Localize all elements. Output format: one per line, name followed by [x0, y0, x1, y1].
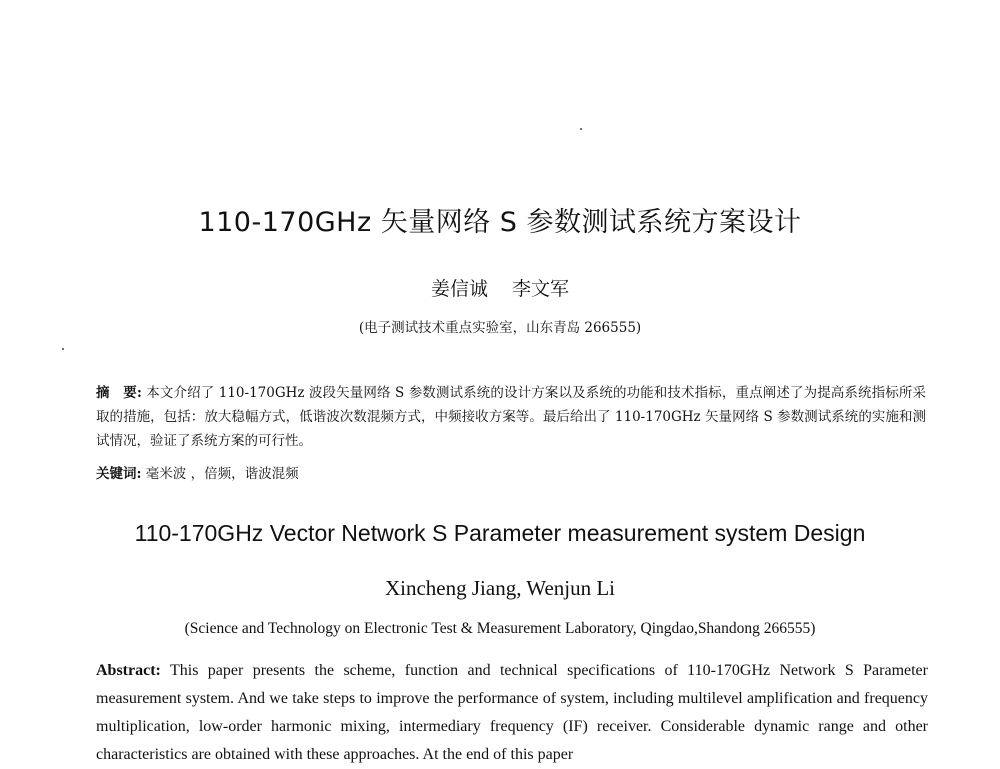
english-abstract: [96, 657, 928, 769]
chinese-abstract-label: 摘 要:: [96, 385, 142, 401]
chinese-keywords-text: 毫米波 ，倍频，谐波混频: [145, 466, 299, 482]
english-authors: Xincheng Jiang, Wenjun Li: [384, 576, 616, 600]
chinese-keywords-label: 关键词:: [96, 466, 142, 482]
scan-speck-left: [62, 348, 64, 350]
chinese-abstract: [96, 381, 926, 453]
english-affiliation: (Science and Technology on Electronic Test & Measurement Laboratory, Qingdao,Shandong 266555): [184, 620, 816, 637]
chinese-abstract-text: 本文介绍了 110-170GHz 波段矢量网络 S 参数测试系统的设计方案以及系统的功能和技术指标，重点阐述了为提高系统指标所采取的措施，包括：放大稳幅方式，低谐波次数混频方式，中频接收方案等。最后给出了 110-170GHz 矢量网络 S 参数测试系统的实施和测试情况，验证了系统方案的可行性。: [96, 385, 927, 449]
english-title: 110-170GHz Vector Network S Parameter measurement system Design: [134, 520, 866, 546]
chinese-keywords: [96, 462, 926, 486]
scan-speck-top: [580, 128, 582, 130]
chinese-title: 110-170GHz 矢量网络 S 参数测试系统方案设计: [198, 207, 802, 238]
chinese-affiliation: (电子测试技术重点实验室，山东青岛 266555): [358, 320, 642, 336]
chinese-authors: 姜信诚 李文军: [430, 278, 570, 300]
english-abstract-label: Abstract:: [96, 662, 161, 679]
english-abstract-text: This paper presents the scheme, function and technical specifications of 110-170GHz Network S Parameter measurement system. And we take steps to improve the performance of system, including multilevel amplification and frequency multiplication, low-order harmonic mixing, intermediary frequency (IF) receiver. Considerable dynamic range and other characteristics are obtained with these approaches. At the end of this paper: [96, 662, 928, 763]
